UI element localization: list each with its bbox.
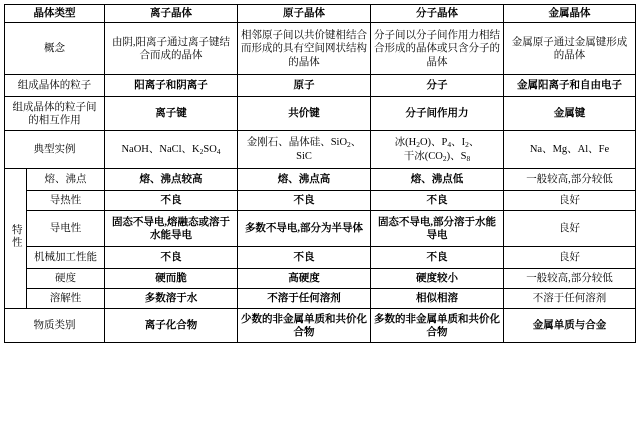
cell-melting-molecular: 熔、沸点低 <box>371 169 504 191</box>
table-row <box>5 169 636 191</box>
cell-examples-metallic: Na、Mg、Al、Fe <box>504 131 636 169</box>
cell-melting-atomic: 熔、沸点高 <box>238 169 371 191</box>
header-corner-label: 晶体类型 <box>5 5 105 23</box>
table-row <box>5 75 636 97</box>
cell-thermal-ionic: 不良 <box>105 191 238 211</box>
row-label-interaction: 组成晶体的粒子间的相互作用 <box>5 97 105 131</box>
cell-melting-ionic: 熔、沸点较高 <box>105 169 238 191</box>
cell-concept-metallic: 金属原子通过金属键形成的晶体 <box>504 23 636 75</box>
table-row <box>5 191 636 211</box>
table-row <box>5 23 636 75</box>
crystal-types-comparison-table <box>0 4 640 439</box>
comparison-table <box>4 4 636 343</box>
row-label-particles: 组成晶体的粒子 <box>5 75 105 97</box>
row-label-machinability: 机械加工性能 <box>27 247 105 269</box>
cell-thermal-molecular: 不良 <box>371 191 504 211</box>
cell-interaction-metallic: 金属键 <box>504 97 636 131</box>
table-row <box>5 211 636 247</box>
cell-examples-atomic: 金刚石、晶体硅、SiO$_2$、SiC <box>238 131 371 169</box>
table-row <box>5 131 636 169</box>
row-label-hardness: 硬度 <box>27 269 105 289</box>
cell-interaction-ionic: 离子键 <box>105 97 238 131</box>
features-vertical-text: 特性 <box>10 224 22 250</box>
cell-electrical-atomic: 多数不导电,部分为半导体 <box>238 211 371 247</box>
row-label-electrical-conductivity: 导电性 <box>27 211 105 247</box>
table-row <box>5 247 636 269</box>
cell-hardness-molecular: 硬度较小 <box>371 269 504 289</box>
cell-concept-atomic: 相邻原子间以共价键相结合而形成的具有空间网状结构的晶体 <box>238 23 371 75</box>
cell-solubility-ionic: 多数溶于水 <box>105 289 238 309</box>
row-label-solubility: 溶解性 <box>27 289 105 309</box>
cell-concept-ionic: 由阴,阳离子通过离子键结合而成的晶体 <box>105 23 238 75</box>
row-label-melting-point: 熔、沸点 <box>27 169 105 191</box>
cell-thermal-metallic: 良好 <box>504 191 636 211</box>
cell-category-metallic: 金属单质与合金 <box>504 309 636 343</box>
cell-solubility-molecular: 相似相溶 <box>371 289 504 309</box>
table-header-row <box>5 5 636 23</box>
cell-electrical-ionic: 固态不导电,熔融态或溶于水能导电 <box>105 211 238 247</box>
cell-concept-molecular: 分子间以分子间作用力相结合形成的晶体或只含分子的晶体 <box>371 23 504 75</box>
row-label-concept: 概念 <box>5 23 105 75</box>
cell-solubility-metallic: 不溶于任何溶剂 <box>504 289 636 309</box>
cell-electrical-metallic: 良好 <box>504 211 636 247</box>
cell-machinability-molecular: 不良 <box>371 247 504 269</box>
cell-particles-atomic: 原子 <box>238 75 371 97</box>
cell-solubility-atomic: 不溶于任何溶剂 <box>238 289 371 309</box>
cell-interaction-molecular: 分子间作用力 <box>371 97 504 131</box>
cell-hardness-metallic: 一般较高,部分较低 <box>504 269 636 289</box>
row-label-examples: 典型实例 <box>5 131 105 169</box>
header-col-atomic: 原子晶体 <box>238 5 371 23</box>
table-row <box>5 97 636 131</box>
header-col-ionic: 离子晶体 <box>105 5 238 23</box>
cell-examples-molecular: 冰$(H_2O)$、$P_4$、$I_2$、 干冰$(CO_2)$、$S_8$ <box>371 131 504 169</box>
cell-electrical-molecular: 固态不导电,部分溶于水能导电 <box>371 211 504 247</box>
cell-category-ionic: 离子化合物 <box>105 309 238 343</box>
table-row <box>5 289 636 309</box>
cell-machinability-atomic: 不良 <box>238 247 371 269</box>
cell-hardness-ionic: 硬而脆 <box>105 269 238 289</box>
cell-category-atomic: 少数的非金属单质和共价化合物 <box>238 309 371 343</box>
cell-particles-metallic: 金属阳离子和自由电子 <box>504 75 636 97</box>
cell-machinability-ionic: 不良 <box>105 247 238 269</box>
cell-examples-ionic: NaOH、NaCl、$K_2SO_4$ <box>105 131 238 169</box>
header-col-metallic: 金属晶体 <box>504 5 636 23</box>
cell-thermal-atomic: 不良 <box>238 191 371 211</box>
cell-hardness-atomic: 高硬度 <box>238 269 371 289</box>
table-row <box>5 309 636 343</box>
cell-machinability-metallic: 良好 <box>504 247 636 269</box>
cell-melting-metallic: 一般较高,部分较低 <box>504 169 636 191</box>
table-row <box>5 269 636 289</box>
cell-particles-molecular: 分子 <box>371 75 504 97</box>
cell-particles-ionic: 阳离子和阴离子 <box>105 75 238 97</box>
header-col-molecular: 分子晶体 <box>371 5 504 23</box>
row-label-substance-category: 物质类别 <box>5 309 105 343</box>
row-label-thermal-conductivity: 导热性 <box>27 191 105 211</box>
cell-category-molecular: 多数的非金属单质和共价化合物 <box>371 309 504 343</box>
row-group-label-features <box>5 169 27 309</box>
cell-interaction-atomic: 共价键 <box>238 97 371 131</box>
